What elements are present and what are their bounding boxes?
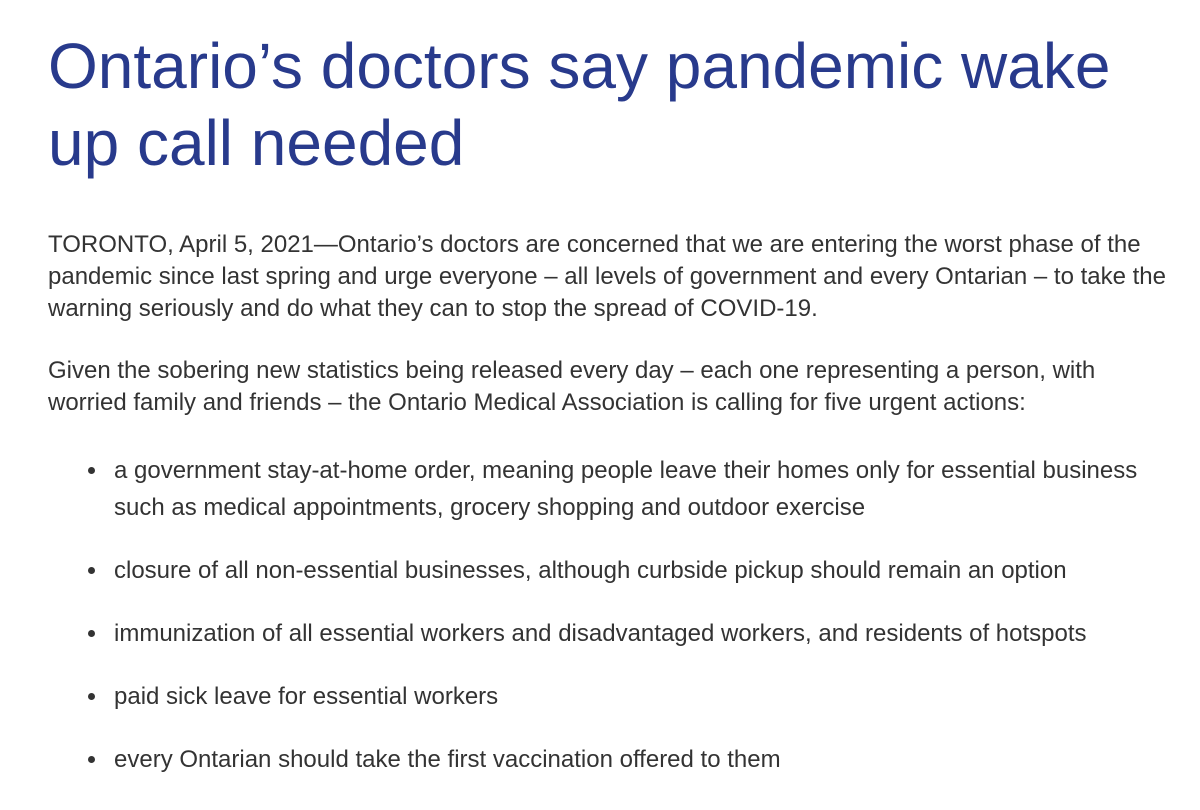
article-paragraph-actions-lead: Given the sobering new statistics being released every day – each one representing a person, with worried family and friends – the Ontario Medical Association is calling for five urgent actions: [48, 357, 1096, 416]
list-item [48, 741, 1158, 778]
list-item-text: a government stay-at-home order, meaning people leave their homes only for essential business such as medical appointments, grocery shopping and outdoor exercise [114, 457, 1138, 521]
bullet-icon [88, 756, 95, 763]
bullet-icon [88, 567, 95, 574]
urgent-actions-list [48, 452, 1158, 778]
bullet-icon [88, 693, 95, 700]
list-item-text: immunization of all essential workers and disadvantaged workers, and residents of hotspots [114, 620, 1087, 647]
article-paragraph-intro: TORONTO, April 5, 2021—Ontario’s doctors are concerned that we are entering the worst phase of the pandemic since last spring and urge everyone – all levels of government and every Ontarian – to take the warning seriously and do what they can to stop the spread of COVID-19. [48, 231, 1166, 322]
list-item-text: closure of all non-essential businesses, although curbside pickup should remain an option [114, 557, 1067, 584]
article-headline: Ontario’s doctors say pandemic wake up call needed [48, 30, 1111, 179]
list-item [48, 615, 1158, 652]
list-item-text: paid sick leave for essential workers [114, 683, 499, 710]
bullet-icon [88, 630, 95, 637]
list-item-text: every Ontarian should take the first vaccination offered to them [114, 746, 781, 773]
list-item [48, 678, 1158, 715]
list-item [48, 452, 1158, 526]
list-item [48, 552, 1158, 589]
bullet-icon [88, 467, 95, 474]
